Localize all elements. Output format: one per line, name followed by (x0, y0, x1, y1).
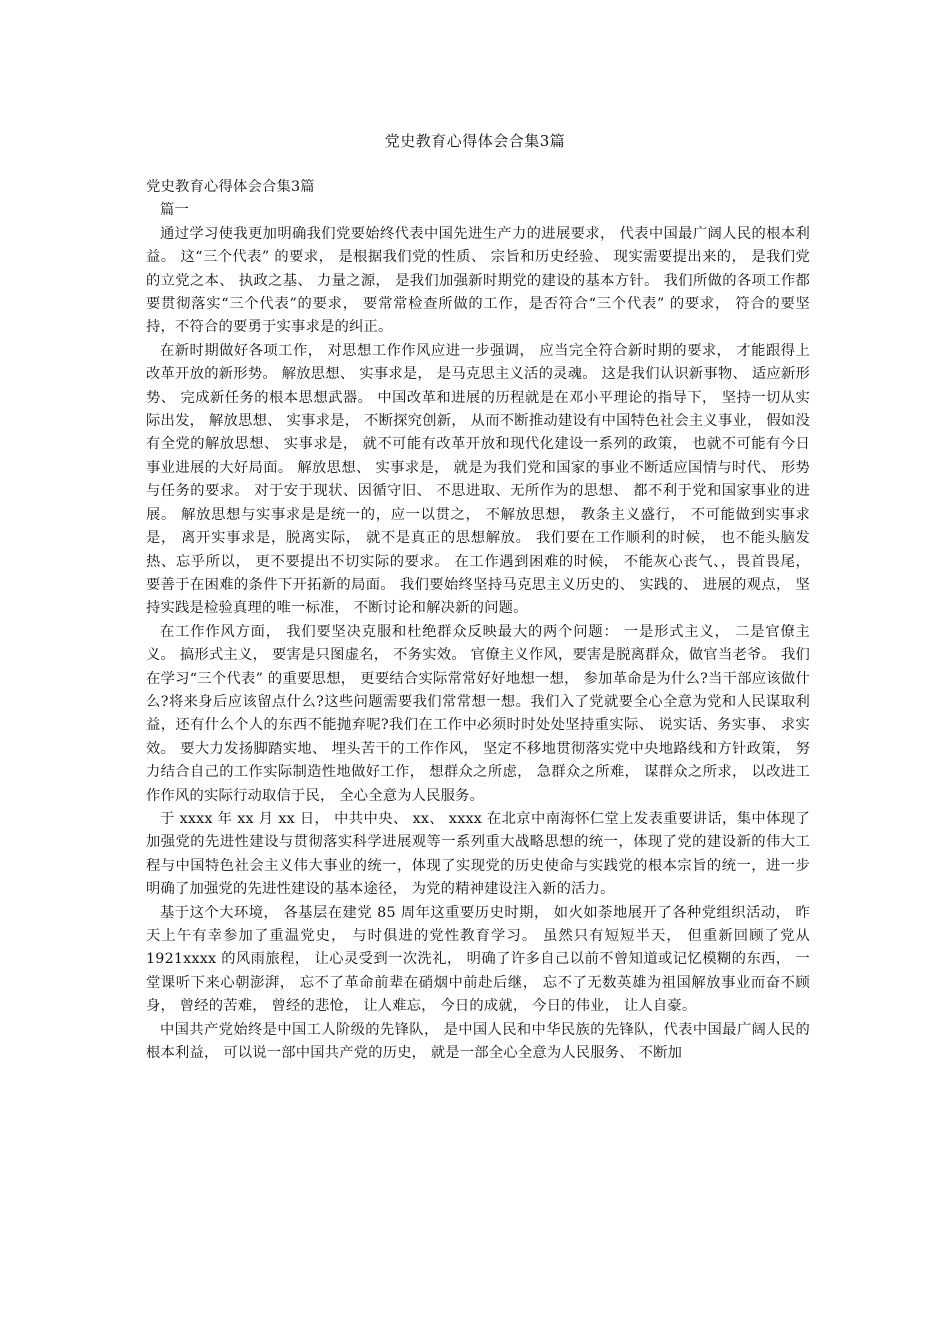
section-heading: 篇一 (160, 202, 189, 219)
paragraph-2: 在新时期做好各项工作， 对思想工作作风应进一步强调， 应当完全符合新时期的要求， 才能跟得上改革开放的新形势。 解放思想、 实事求是， 是马克思主义活的灵魂。 这是我们认识新事物、 适应新形势、 完成新任务的根本思想武器。 中国改革和进展的历程就是在邓小平理论的指导下， 坚持一切从实际出发， 解放思想、 实事求是， 不断探究创新， 从而不断推动建设有中国特色社会主义事业， 假如没有全党的解放思想、 实事求是， 就不可能有改革开放和现代化建设一系列的政策， 也就不可能有今日事业进展的大好局面。 解放思想、 实事求是， 就是为我们党和国家的事业不断适应国情与时代、 形势与任务的要求。 对于安于现状、因循守旧、 不思进取、无所作为的思想、 都不利于党和国家事业的进展。 解放思想与实事求是是统一的，应一以贯之， 不解放思想， 教条主义盛行， 不可能做到实事求是， 离开实事求是，脱离实际， 就不是真正的思想解放。 我们要在工作顺利的时候， 也不能头脑发热、忘乎所以， 更不要提出不切实际的要求。 在工作遇到困难的时候， 不能灰心丧气、，畏首畏尾， 要善于在困难的条件下开拓新的局面。 我们要始终坚持马克思主义历史的、 实践的、 进展的观点， 坚持实践是检验真理的唯一标准， 不断讨论和解决新的问题。 (146, 342, 810, 617)
document-title: 党史教育心得体会合集3篇 (384, 132, 566, 150)
paragraph-4: 于 xxxx 年 xx 月 xx 日， 中共中央、 xx、 xxxx 在北京中南海怀仁堂上发表重要讲话，集中体现了加强党的先进性建设与贯彻落实科学进展观等一系列重大战略思想的统一，体现了党的建设新的伟大工程与中国特色社会主义伟大事业的统一，体现了实现党的历史使命与实践党的根本宗旨的统一，进一步明确了加强党的先进性建设的基本途径， 为党的精神建设注入新的活力。 (146, 810, 810, 898)
paragraph-3: 在工作作风方面， 我们要坚决克服和杜绝群众反映最大的两个问题： 一是形式主义， 二是官僚主义。 搞形式主义， 要害是只图虚名， 不务实效。 官僚主义作风，要害是脱离群众，做官当老爷。 我们在学习“三个代表” 的重要思想， 更要结合实际常常好好地想一想， 参加革命是为什么?当干部应该做什么?将来身后应该留点什么?这些问题需要我们常常想一想。我们入了党就要全心全意为党和人民谋取利益，还有什么个人的东西不能抛弃呢?我们在工作中必须时时处处坚持重实际、 说实话、务实事、 求实效。 要大力发扬脚踏实地、 埋头苦干的工作作风， 坚定不移地贯彻落实党中央地路线和方针政策， 努力结合自己的工作实际制造性地做好工作， 想群众之所虑， 急群众之所难， 谋群众之所求， 以改进工作作风的实际行动取信于民， 全心全意为人民服务。 (146, 623, 810, 804)
paragraph-1: 通过学习使我更加明确我们党要始终代表中国先进生产力的进展要求， 代表中国最广阔人民的根本利益。 这“三个代表” 的要求， 是根据我们党的性质、 宗旨和历史经验、 现实需要提出来的， 是我们党的立党之本、 执政之基、 力量之源， 是我们加强新时期党的建设的基本方针。 我们所做的各项工作都要贯彻落实“三个代表”的要求， 要常常检查所做的工作，是否符合“三个代表” 的要求， 符合的要坚持，不符合的要勇于实事求是的纠正。 (146, 225, 810, 336)
document-body (146, 176, 810, 1065)
paragraph-5: 基于这个大环境， 各基层在建党 85 周年这重要历史时期， 如火如荼地展开了各种党组织活动， 昨天上午有幸参加了重温党史， 与时俱进的党性教育学习。 虽然只有短短半天， 但重新回顾了党从 1921xxxx 的风雨旅程， 让心灵受到一次洗礼， 明确了许多自己以前不曾知道或记忆模糊的东西， 一堂课听下来心朝澎湃， 忘不了革命前辈在硝烟中前赴后继， 忘不了无数英雄为祖国解放事业而奋不顾身， 曾经的苦难， 曾经的悲怆， 让人难忘， 今日的成就， 今日的伟业， 让人自豪。 (146, 904, 810, 1015)
paragraph-6: 中国共产党始终是中国工人阶级的先锋队， 是中国人民和中华民族的先锋队，代表中国最广阔人民的根本利益， 可以说一部中国共产党的历史， 就是一部全心全意为人民服务、 不断加 (146, 1021, 810, 1062)
document-subtitle: 党史教育心得体会合集3篇 (146, 179, 315, 195)
